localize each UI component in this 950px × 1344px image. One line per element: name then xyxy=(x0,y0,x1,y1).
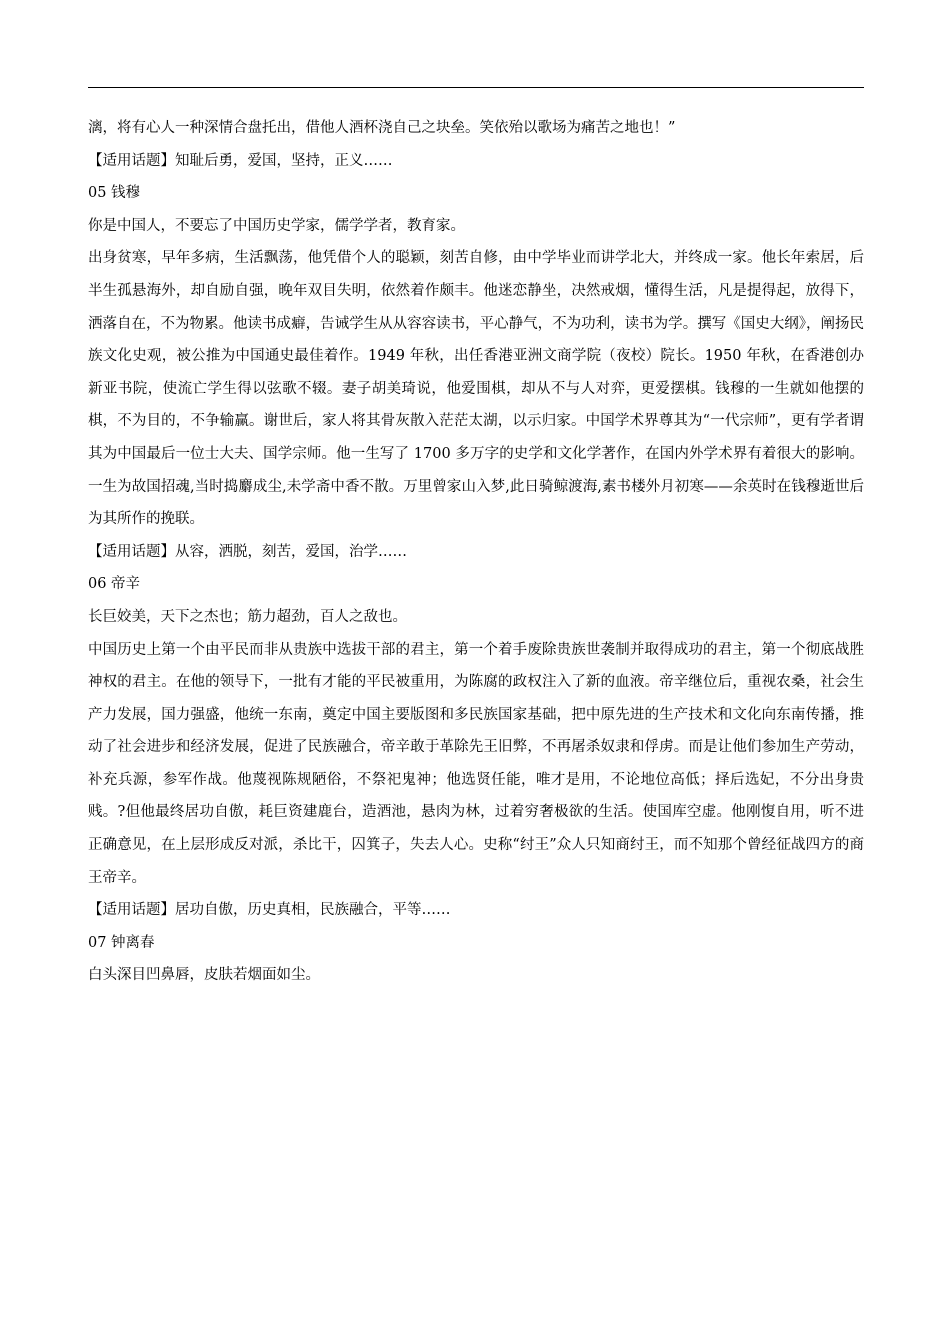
section-heading-05: 05 钱穆 xyxy=(88,185,141,202)
paragraph-intro-06: 长巨姣美，天下之杰也；筋力超劲，百人之敌也。 xyxy=(88,608,407,625)
paragraph-intro-05: 你是中国人，不要忘了中国历史学家，儒学学者，教育家。 xyxy=(88,217,465,234)
header-rule xyxy=(88,87,864,88)
paragraph-quote-ending: 漓，将有心人一种深情合盘托出，借他人酒杯浇自己之块垒。笑依殆以歌场为痛苦之地也！” xyxy=(88,120,676,136)
paragraph-body-06: 中国历史上第一个由平民而非从贵族中选拔干部的君主，第一个着手废除贵族世袭制并取得成功的君主，第一个彻底战胜神权的君主。在他的领导下，一批有才能的平民被重用，为陈腐的政权注入了新的血液。帝辛继位后，重视农桑，社会生产力发展，国力强盛，他统一东南，奠定中国主要版图和多民族国家基础，把中原先进的生产技术和文化向东南传播，推动了社会进步和经济发展，促进了民族融合，帝辛敢于革除先王旧弊，不再屠杀奴隶和俘虏。而是让他们参加生产劳动，补充兵源，参军作战。他蔑视陈规陋俗，不祭祀鬼神；他选贤任能，唯才是用，不论地位高低；择后选妃，不分出身贵贱。?但他最终居功自傲，耗巨资建鹿台，造酒池，悬肉为林，过着穷奢极欲的生活。使国库空虚。他刚愎自用，听不进正确意见，在上层形成反对派，杀比干，囚箕子，失去人心。史称“纣王”众人只知商纣王，而不知那个曾经征战四方的商王帝辛。 xyxy=(88,641,864,886)
document-body xyxy=(88,112,864,992)
paragraph-body-05: 出身贫寒，早年多病，生活飘荡，他凭借个人的聪颖，刻苦自修，由中学毕业而讲学北大，并终成一家。他长年索居，后半生孤悬海外，却自励自强，晚年双目失明，依然着作颇丰。他迷恋静坐，决然戒烟，懂得生活，凡是提得起，放得下，洒落自在，不为物累。他读书成癖，告诫学生从从容容读书，平心静气，不为功利，读书为学。撰写《国史大纲》，阐扬民族文化史观，被公推为中国通史最佳着作。1949 年秋，出任香港亚洲文商学院（夜校）院长。1950 年秋，在香港创办新亚书院，使流亡学生得以弦歌不辍。妻子胡美琦说，他爱围棋，却从不与人对弈，更爱摆棋。钱穆的一生就如他摆的棋，不为目的，不争输赢。谢世后，家人将其骨灰散入茫茫太湖，以示归家。中国学术界尊其为“一代宗师”，更有学者谓其为中国最后一位士大夫、国学宗师。他一生写了 1700 多万字的史学和文化学著作，在国内外学术界有着很大的影响。一生为故国招魂,当时捣麝成尘,未学斋中香不散。万里曾家山入梦,此日骑鲸渡海,素书楼外月初寒——余英时在钱穆逝世后为其所作的挽联。 xyxy=(88,250,864,528)
section-heading-06: 06 帝辛 xyxy=(88,576,141,593)
topics-line-04: 【适用话题】知耻后勇，爱国，坚持，正义…… xyxy=(88,152,393,169)
paragraph-intro-07: 白头深目凹鼻唇，皮肤若烟面如尘。 xyxy=(88,967,320,984)
topics-line-06: 【适用话题】居功自傲，历史真相，民族融合，平等…… xyxy=(88,902,451,919)
topics-line-05: 【适用话题】从容，洒脱，刻苦，爱国，治学…… xyxy=(88,543,407,560)
section-heading-07: 07 钟离春 xyxy=(88,934,155,951)
